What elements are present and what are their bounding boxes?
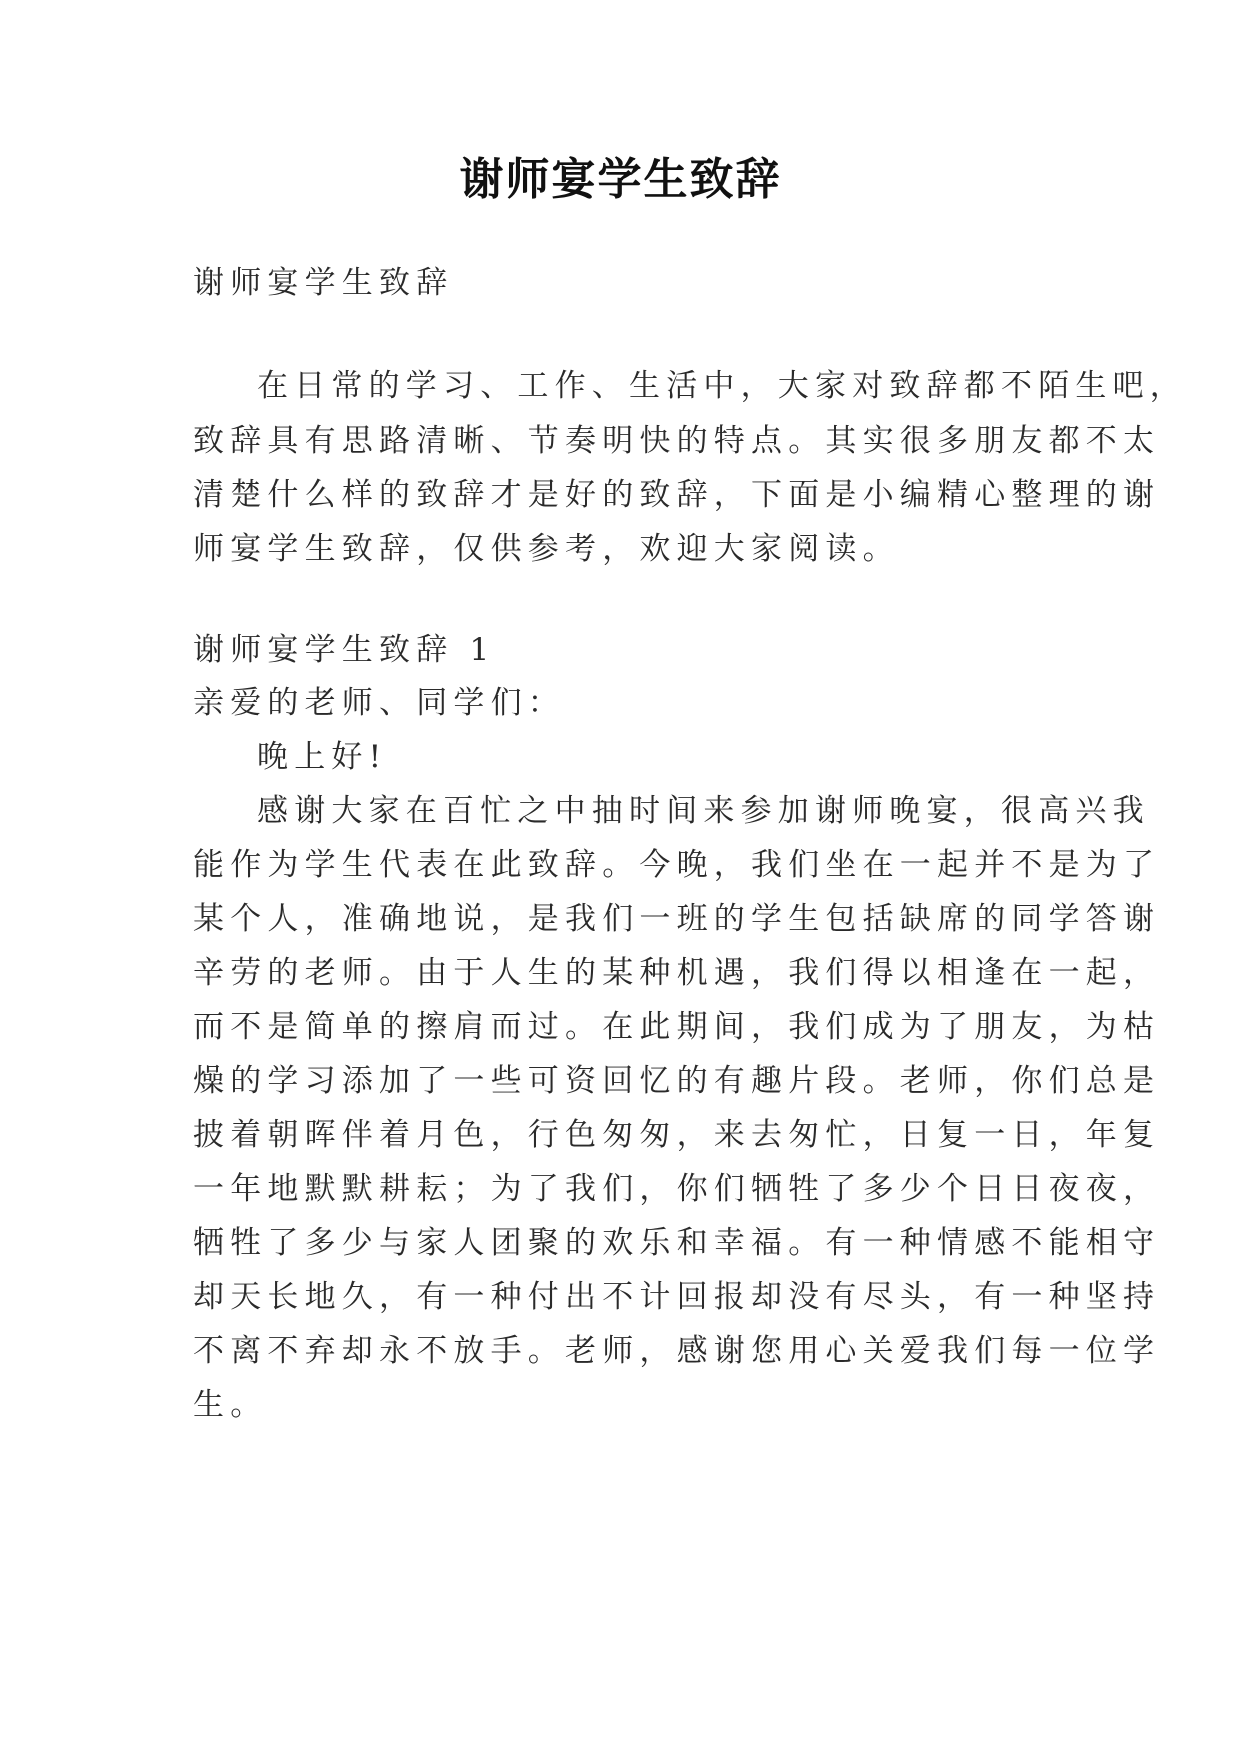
body-line: 感谢大家在百忙之中抽时间来参加谢师晚宴，很高兴我 bbox=[257, 793, 1150, 829]
body-line: 辛劳的老师。由于人生的某种机遇，我们得以相逢在一起， bbox=[193, 955, 1161, 991]
body-line: 而不是简单的擦肩而过。在此期间，我们成为了朋友，为枯 bbox=[193, 1009, 1161, 1045]
body-line: 一年地默默耕耘；为了我们，你们牺牲了多少个日日夜夜， bbox=[193, 1171, 1161, 1207]
salutation: 亲爱的老师、同学们： bbox=[193, 685, 565, 721]
document-subtitle: 谢师宴学生致辞 bbox=[193, 265, 454, 301]
section-heading: 谢师宴学生致辞 1 bbox=[193, 632, 496, 668]
greeting: 晚上好! bbox=[257, 739, 388, 775]
body-line: 不离不弃却永不放手。老师，感谢您用心关爱我们每一位学 bbox=[193, 1333, 1161, 1369]
body-line: 披着朝晖伴着月色，行色匆匆，来去匆忙，日复一日，年复 bbox=[193, 1117, 1161, 1153]
intro-line: 清楚什么样的致辞才是好的致辞，下面是小编精心整理的谢 bbox=[193, 477, 1161, 513]
intro-line: 师宴学生致辞，仅供参考，欢迎大家阅读。 bbox=[193, 531, 900, 567]
body-line: 某个人，准确地说，是我们一班的学生包括缺席的同学答谢 bbox=[193, 901, 1161, 937]
intro-line: 致辞具有思路清晰、节奏明快的特点。其实很多朋友都不太 bbox=[193, 423, 1161, 459]
body-line: 却天长地久，有一种付出不计回报却没有尽头，有一种坚持 bbox=[193, 1279, 1161, 1315]
body-line: 生。 bbox=[193, 1387, 268, 1423]
body-line: 能作为学生代表在此致辞。今晚，我们坐在一起并不是为了 bbox=[193, 847, 1161, 883]
body-line: 燥的学习添加了一些可资回忆的有趣片段。老师，你们总是 bbox=[193, 1063, 1161, 1099]
intro-line: 在日常的学习、工作、生活中，大家对致辞都不陌生吧， bbox=[257, 368, 1187, 404]
body-line: 牺牲了多少与家人团聚的欢乐和幸福。有一种情感不能相守 bbox=[193, 1225, 1161, 1261]
document-title: 谢师宴学生致辞 bbox=[459, 154, 782, 205]
